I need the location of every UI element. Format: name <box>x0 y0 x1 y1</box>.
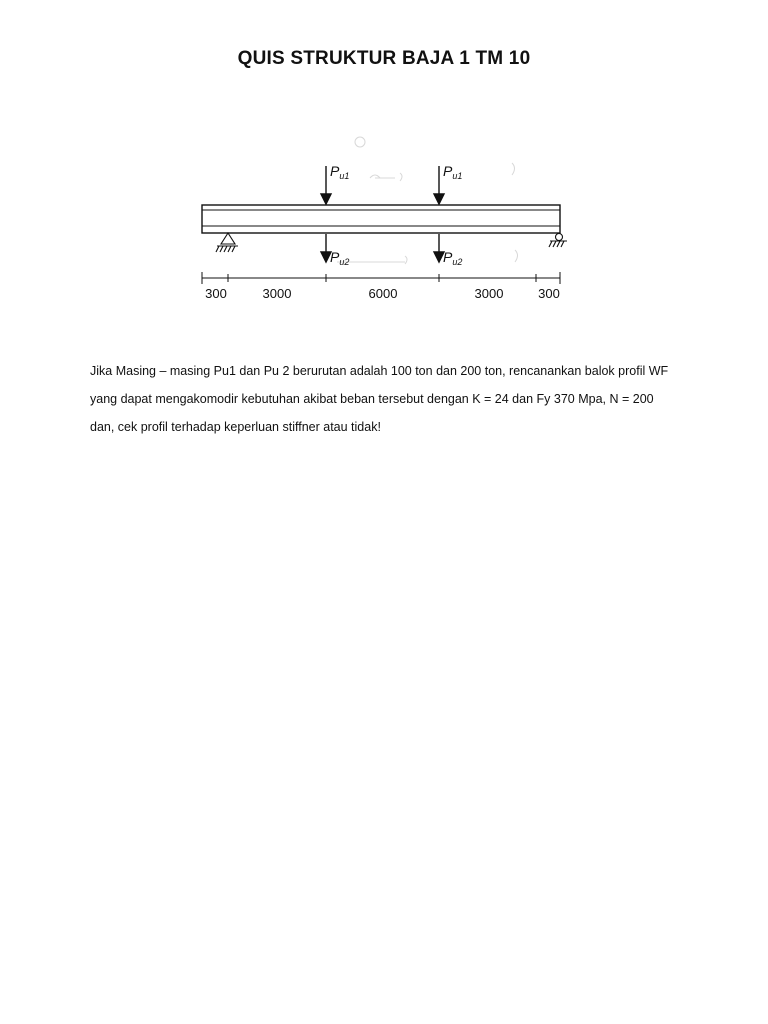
dimension-label: 3000 <box>262 286 292 301</box>
pin-support-left <box>216 233 238 252</box>
scan-artifacts <box>337 137 518 264</box>
question-line: yang dapat mengakomodir kebutuhan akibat beban tersebut dengan K = 24 dan Fy 370 Mpa, N = 200 <box>90 392 654 406</box>
roller-support-right <box>549 234 567 248</box>
dimension-label: 300 <box>538 286 560 301</box>
page-title: QUIS STRUKTUR BAJA 1 TM 10 <box>237 48 531 69</box>
load-label-pu2-right: Pu2 <box>443 249 463 267</box>
dimension-label: 6000 <box>368 286 398 301</box>
dimension-line <box>202 272 560 284</box>
dimension-label: 300 <box>205 286 227 301</box>
question-text <box>90 357 690 441</box>
steel-beam <box>202 205 560 233</box>
question-line: dan, cek profil terhadap keperluan stiffner atau tidak! <box>90 420 381 434</box>
question-line: Jika Masing – masing Pu1 dan Pu 2 berurutan adalah 100 ton dan 200 ton, rencanankan balok profil WF <box>90 364 669 378</box>
load-label-pu1-right: Pu1 <box>443 163 463 181</box>
dimension-label: 3000 <box>474 286 504 301</box>
load-label-pu1-left: Pu1 <box>330 163 350 181</box>
load-label-pu2-left: Pu2 <box>330 249 350 267</box>
beam-diagram <box>190 128 580 308</box>
